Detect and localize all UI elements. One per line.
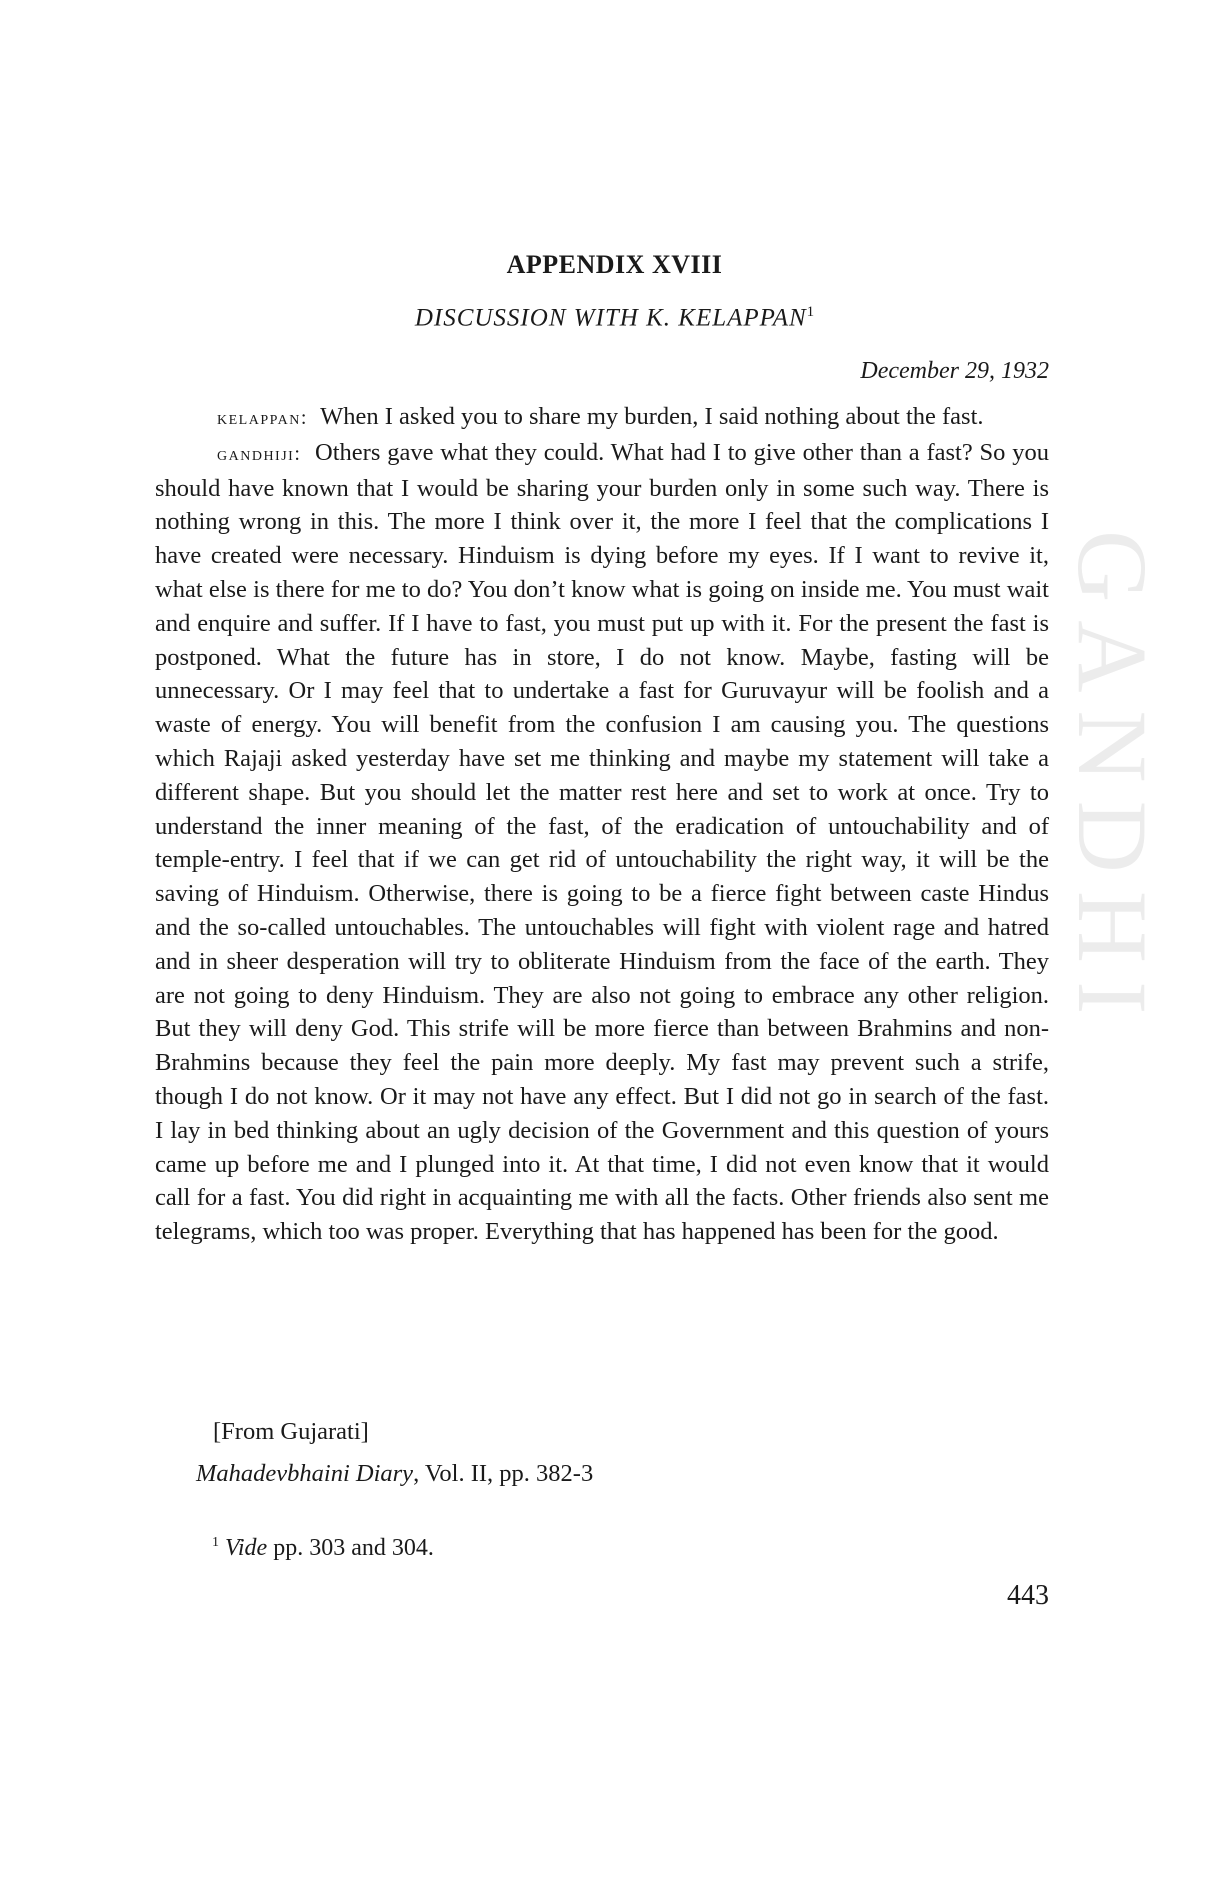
watermark: GANDHI (1057, 530, 1168, 1033)
paragraph-kelappan (155, 400, 1049, 436)
page-number: 443 (1007, 1580, 1049, 1611)
footnote-vide: Vide (225, 1535, 268, 1561)
paragraph-text: When I asked you to share my burden, I said nothing about the fast. (320, 403, 984, 430)
footnote (212, 1535, 434, 1562)
speaker-label: kelappan: (217, 407, 308, 429)
dialogue-body (155, 400, 1049, 1249)
date-line: December 29, 1932 (860, 358, 1049, 384)
footnote-text: pp. 303 and 304. (267, 1535, 434, 1561)
source-citation (196, 1460, 593, 1488)
discussion-title-text: DISCUSSION WITH K. KELAPPAN (414, 304, 807, 332)
discussion-title (0, 304, 1229, 332)
paragraph-gandhiji (155, 436, 1049, 1249)
appendix-heading: APPENDIX XVIII (506, 250, 723, 279)
title-footnote-marker: 1 (806, 304, 815, 320)
source-details: , Vol. II, pp. 382-3 (413, 1460, 594, 1487)
footnote-marker: 1 (212, 1535, 219, 1550)
speaker-label: gandhiji: (217, 442, 302, 465)
source-title: Mahadevbhaini Diary (196, 1460, 414, 1487)
source-language: [From Gujarati] (213, 1418, 369, 1445)
paragraph-text: Others gave what they could. What had I to give other than a fast? So you should have known that I would be sharing your burden only in some such way. There is nothing wrong in this. The more I think over it, the more I feel that the complications I have created were necessary. Hinduism is dying before my eyes. If I want to revive it, what else is there for me to do? You don’t know what is going on inside me. You must wait and enquire and suffer. If I have to fast, you must put up with it. For the present the fast is postponed. What the future has in store, I do not know. Maybe, fasting will be unnecessary. Or I may feel that to undertake a fast for Guruvayur will be foolish and a waste of energy. You will benefit from the confusion I am causing you. The questions which Rajaji asked yesterday have set me thinking and maybe my statement will take a different shape. But you should let the matter rest here and set to work at once. Try to understand the inner meaning of the fast, of the eradication of untouchability and of temple-entry. I feel that if we can get rid of untouchability the right way, it will be the saving of Hinduism. Otherwise, there is going to be a fierce fight between caste Hindus and the so-called untouchables. The untouchables will fight with violent rage and hatred and in sheer desperation will try to obliterate Hinduism from the face of the earth. They are not going to deny Hinduism. They are also not going to embrace any other religion. But they will deny God. This strife will be more fierce than between Brahmins and non-Brahmins because they feel the pain more deeply. My fast may prevent such a strife, though I do not know. Or it may not have any effect. But I did not go in search of the fast. I lay in bed thinking about an ugly decision of the Government and this question of yours came up before me and I plunged into it. At that time, I did not even know that it would call for a fast. You did right in acquainting me with all the facts. Other friends also sent me telegrams, which too was proper. Everything that has happened has been for the good. (155, 438, 1049, 1246)
